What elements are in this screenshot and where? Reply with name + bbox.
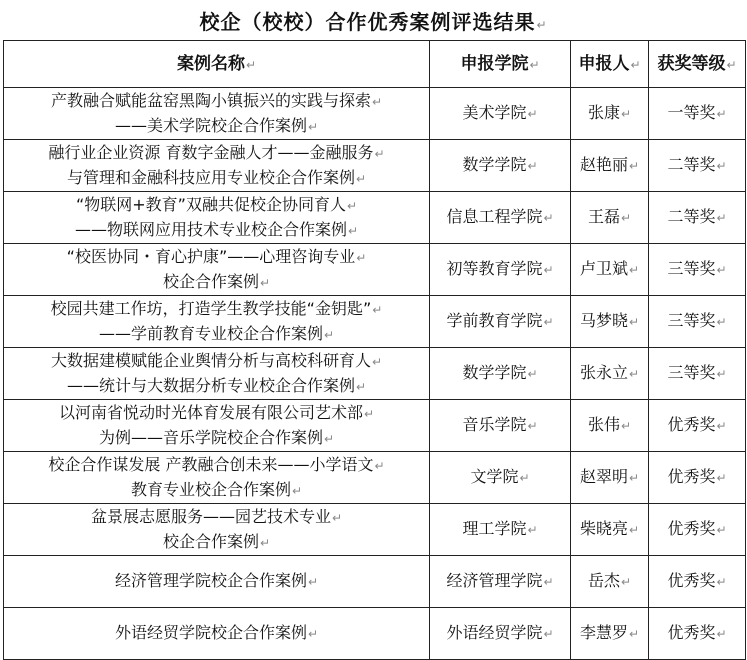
applicant-cell xyxy=(571,296,649,348)
case-name-text: 校企合作案例 xyxy=(162,531,259,551)
paragraph-mark-icon: ↵ xyxy=(346,198,358,213)
case-name-text: 以河南省悦动时光体育发展有限公司艺术部 xyxy=(58,402,363,422)
case-name-text: 融行业企业资源 育数字金融人才——金融服务 xyxy=(48,142,374,162)
applicant-cell xyxy=(571,348,649,400)
paragraph-mark-icon: ↵ xyxy=(356,250,367,265)
case-name-cell xyxy=(4,556,430,608)
applicant-cell-text: 马梦晓 xyxy=(579,311,628,330)
paragraph-mark-icon: ↵ xyxy=(628,315,640,329)
case-name-cell xyxy=(4,400,430,452)
paragraph-mark-icon: ↵ xyxy=(543,627,554,641)
case-name-text: “物联网+教育”双融共促校企协同育人 xyxy=(75,194,346,214)
paragraph-mark-icon: ↵ xyxy=(527,367,538,381)
case-name-text: 教育专业校企合作案例 xyxy=(130,479,291,499)
case-name-line xyxy=(6,530,427,555)
case-name-line xyxy=(6,349,427,374)
award-cell-text: 三等奖 xyxy=(667,311,716,330)
paragraph-mark-icon: ↵ xyxy=(374,458,385,473)
college-cell xyxy=(430,504,571,556)
paragraph-mark-icon: ↵ xyxy=(291,483,303,498)
award-cell-text: 二等奖 xyxy=(667,155,716,174)
award-cell-text: 优秀奖 xyxy=(667,571,716,590)
paragraph-mark-icon: ↵ xyxy=(628,159,640,173)
paragraph-mark-icon: ↵ xyxy=(630,57,641,72)
case-name-text: 校园共建工作坊，打造学生教学技能“金钥匙” xyxy=(50,298,372,318)
applicant-cell-text: 李慧罗 xyxy=(579,623,628,642)
paragraph-mark-icon: ↵ xyxy=(620,211,632,225)
applicant-cell xyxy=(571,608,649,660)
title-row xyxy=(0,0,747,38)
award-cell-text: 优秀奖 xyxy=(667,623,716,642)
paragraph-mark-icon: ↵ xyxy=(716,367,727,381)
college-cell xyxy=(430,88,571,140)
college-cell xyxy=(430,608,571,660)
case-name-line xyxy=(6,218,427,243)
award-cell xyxy=(649,296,746,348)
case-name-line xyxy=(6,426,427,451)
college-cell xyxy=(430,400,571,452)
paragraph-mark-icon: ↵ xyxy=(529,57,540,72)
page-title xyxy=(199,6,547,35)
header-applicant: 申报人↵ xyxy=(571,41,649,88)
college-cell-text: 初等教育学院 xyxy=(446,259,543,278)
case-name-text: ——美术学院校企合作案例 xyxy=(114,115,307,135)
college-cell xyxy=(430,296,571,348)
table-row xyxy=(4,296,746,348)
award-cell xyxy=(649,452,746,504)
paragraph-mark-icon: ↵ xyxy=(620,419,632,433)
college-cell-text: 外语经贸学院 xyxy=(446,623,543,642)
table-row xyxy=(4,244,746,296)
case-name-line xyxy=(6,141,427,166)
college-cell xyxy=(430,348,571,400)
college-cell xyxy=(430,140,571,192)
award-cell-text: 优秀奖 xyxy=(667,519,716,538)
award-cell-text: 三等奖 xyxy=(667,259,716,278)
case-name-line xyxy=(6,270,427,295)
college-cell xyxy=(430,192,571,244)
award-cell xyxy=(649,192,746,244)
paragraph-mark-icon: ↵ xyxy=(527,419,538,433)
table-row xyxy=(4,88,746,140)
paragraph-mark-icon: ↵ xyxy=(716,107,727,121)
case-name-cell xyxy=(4,244,430,296)
paragraph-mark-icon: ↵ xyxy=(628,263,640,277)
case-name-cell xyxy=(4,296,430,348)
award-cell xyxy=(649,244,746,296)
case-name-text: 经济管理学院校企合作案例 xyxy=(114,571,307,590)
applicant-cell xyxy=(571,244,649,296)
case-name-line xyxy=(6,166,427,191)
applicant-cell-text: 王磊 xyxy=(587,207,620,226)
college-cell-text: 文学院 xyxy=(470,467,519,486)
header-case-name: 案例名称↵ xyxy=(4,41,430,88)
paragraph-mark-icon: ↵ xyxy=(620,575,632,589)
case-name-line xyxy=(6,245,427,270)
college-cell-text: 数学学院 xyxy=(462,155,527,174)
case-name-cell xyxy=(4,192,430,244)
paragraph-mark-icon: ↵ xyxy=(716,419,727,433)
college-cell xyxy=(430,452,571,504)
paragraph-mark-icon: ↵ xyxy=(323,431,335,446)
paragraph-mark-icon: ↵ xyxy=(355,171,367,186)
table-row xyxy=(4,400,746,452)
paragraph-mark-icon: ↵ xyxy=(628,471,640,485)
award-cell xyxy=(649,400,746,452)
case-name-line xyxy=(6,569,427,594)
applicant-cell xyxy=(571,556,649,608)
applicant-cell xyxy=(571,192,649,244)
award-cell xyxy=(649,88,746,140)
award-cell xyxy=(649,556,746,608)
paragraph-mark-icon: ↵ xyxy=(323,327,335,342)
applicant-cell-text: 赵艳丽 xyxy=(579,155,628,174)
paragraph-mark-icon: ↵ xyxy=(716,523,727,537)
applicant-cell xyxy=(571,504,649,556)
paragraph-mark-icon: ↵ xyxy=(536,18,548,32)
page-title-text: 校企（校校）合作优秀案例评选结果 xyxy=(199,10,536,34)
applicant-cell-text: 卢卫斌 xyxy=(579,259,628,278)
case-name-cell xyxy=(4,140,430,192)
case-name-line xyxy=(6,401,427,426)
college-cell-text: 数学学院 xyxy=(462,363,527,382)
paragraph-mark-icon: ↵ xyxy=(716,159,727,173)
paragraph-mark-icon: ↵ xyxy=(331,510,343,525)
case-name-text: “校医协同・育心护康”——心理咨询专业 xyxy=(66,246,356,266)
college-cell-text: 学前教育学院 xyxy=(446,311,543,330)
case-name-line xyxy=(6,114,427,139)
paragraph-mark-icon: ↵ xyxy=(371,354,383,369)
case-name-text: 盆景展志愿服务——园艺技术专业 xyxy=(90,506,331,526)
paragraph-mark-icon: ↵ xyxy=(620,107,632,121)
applicant-cell-text: 张康 xyxy=(587,103,620,122)
paragraph-mark-icon: ↵ xyxy=(307,575,319,589)
case-name-line xyxy=(6,89,427,114)
college-cell-text: 经济管理学院 xyxy=(446,571,543,590)
award-cell-text: 二等奖 xyxy=(667,207,716,226)
case-name-text: ——学前教育专业校企合作案例 xyxy=(98,323,323,343)
table-row xyxy=(4,504,746,556)
paragraph-mark-icon: ↵ xyxy=(519,471,530,485)
case-name-line xyxy=(6,453,427,478)
paragraph-mark-icon: ↵ xyxy=(716,211,727,225)
paragraph-mark-icon: ↵ xyxy=(374,146,385,161)
header-college: 申报学院↵ xyxy=(430,41,571,88)
paragraph-mark-icon: ↵ xyxy=(726,57,737,72)
applicant-cell xyxy=(571,452,649,504)
header-row xyxy=(4,41,746,88)
paragraph-mark-icon: ↵ xyxy=(628,523,640,537)
award-cell-text: 优秀奖 xyxy=(667,415,716,434)
award-cell-text: 优秀奖 xyxy=(667,467,716,486)
college-cell-text: 美术学院 xyxy=(462,103,527,122)
case-name-cell xyxy=(4,504,430,556)
table-row xyxy=(4,140,746,192)
paragraph-mark-icon: ↵ xyxy=(543,315,554,329)
table-row xyxy=(4,452,746,504)
paragraph-mark-icon: ↵ xyxy=(716,471,727,485)
award-cell xyxy=(649,348,746,400)
paragraph-mark-icon: ↵ xyxy=(716,627,727,641)
applicant-cell-text: 赵翠明 xyxy=(579,467,628,486)
case-name-text: 校企合作谋发展 产教融合创未来——小学语文 xyxy=(48,454,374,474)
college-cell-text: 信息工程学院 xyxy=(446,207,543,226)
paragraph-mark-icon: ↵ xyxy=(527,523,538,537)
paragraph-mark-icon: ↵ xyxy=(307,627,319,641)
paragraph-mark-icon: ↵ xyxy=(259,275,271,290)
paragraph-mark-icon: ↵ xyxy=(355,379,367,394)
case-name-text: 校企合作案例 xyxy=(162,271,259,291)
college-cell xyxy=(430,556,571,608)
paragraph-mark-icon: ↵ xyxy=(259,535,271,550)
case-name-cell xyxy=(4,608,430,660)
case-name-cell xyxy=(4,348,430,400)
table-row xyxy=(4,192,746,244)
college-cell xyxy=(430,244,571,296)
award-cell-text: 三等奖 xyxy=(667,363,716,382)
case-name-text: 大数据建模赋能企业舆情分析与高校科研育人 xyxy=(50,350,371,370)
paragraph-mark-icon: ↵ xyxy=(371,94,383,109)
paragraph-mark-icon: ↵ xyxy=(307,119,319,134)
paragraph-mark-icon: ↵ xyxy=(527,159,538,173)
case-name-line xyxy=(6,621,427,646)
applicant-cell-text: 张伟 xyxy=(587,415,620,434)
table-row xyxy=(4,608,746,660)
paragraph-mark-icon: ↵ xyxy=(372,302,383,317)
case-name-line xyxy=(6,322,427,347)
applicant-cell xyxy=(571,88,649,140)
paragraph-mark-icon: ↵ xyxy=(543,575,554,589)
case-name-cell xyxy=(4,88,430,140)
applicant-cell-text: 柴晓亮 xyxy=(579,519,628,538)
paragraph-mark-icon: ↵ xyxy=(543,211,554,225)
table-row xyxy=(4,556,746,608)
college-cell-text: 理工学院 xyxy=(462,519,527,538)
case-name-line xyxy=(6,297,427,322)
paragraph-mark-icon: ↵ xyxy=(716,263,727,277)
paragraph-mark-icon: ↵ xyxy=(363,406,375,421)
award-cell-text: 一等奖 xyxy=(667,103,716,122)
header-award: 获奖等级↵ xyxy=(649,41,746,88)
case-name-cell xyxy=(4,452,430,504)
case-name-text: 与管理和金融科技应用专业校企合作案例 xyxy=(66,167,355,187)
case-name-line xyxy=(6,193,427,218)
case-name-line xyxy=(6,374,427,399)
award-cell xyxy=(649,140,746,192)
college-cell-text: 音乐学院 xyxy=(462,415,527,434)
paragraph-mark-icon: ↵ xyxy=(716,575,727,589)
paragraph-mark-icon: ↵ xyxy=(716,315,727,329)
applicant-cell-text: 岳杰 xyxy=(587,571,620,590)
case-name-line xyxy=(6,505,427,530)
paragraph-mark-icon: ↵ xyxy=(347,223,359,238)
paragraph-mark-icon: ↵ xyxy=(527,107,538,121)
case-name-text: 产教融合赋能盆窑黑陶小镇振兴的实践与探索 xyxy=(50,90,371,110)
applicant-cell xyxy=(571,400,649,452)
applicant-cell-text: 张永立 xyxy=(579,363,628,382)
results-table xyxy=(3,40,746,660)
table-row xyxy=(4,348,746,400)
paragraph-mark-icon: ↵ xyxy=(543,263,554,277)
case-name-line xyxy=(6,478,427,503)
paragraph-mark-icon: ↵ xyxy=(628,627,640,641)
case-name-text: ——物联网应用技术专业校企合作案例 xyxy=(74,219,347,239)
award-cell xyxy=(649,504,746,556)
applicant-cell xyxy=(571,140,649,192)
paragraph-mark-icon: ↵ xyxy=(628,367,640,381)
table-body xyxy=(4,88,746,660)
case-name-text: 为例——音乐学院校企合作案例 xyxy=(98,427,323,447)
award-cell xyxy=(649,608,746,660)
paragraph-mark-icon: ↵ xyxy=(245,57,257,72)
case-name-text: 外语经贸学院校企合作案例 xyxy=(114,623,307,642)
case-name-text: ——统计与大数据分析专业校企合作案例 xyxy=(66,375,355,395)
